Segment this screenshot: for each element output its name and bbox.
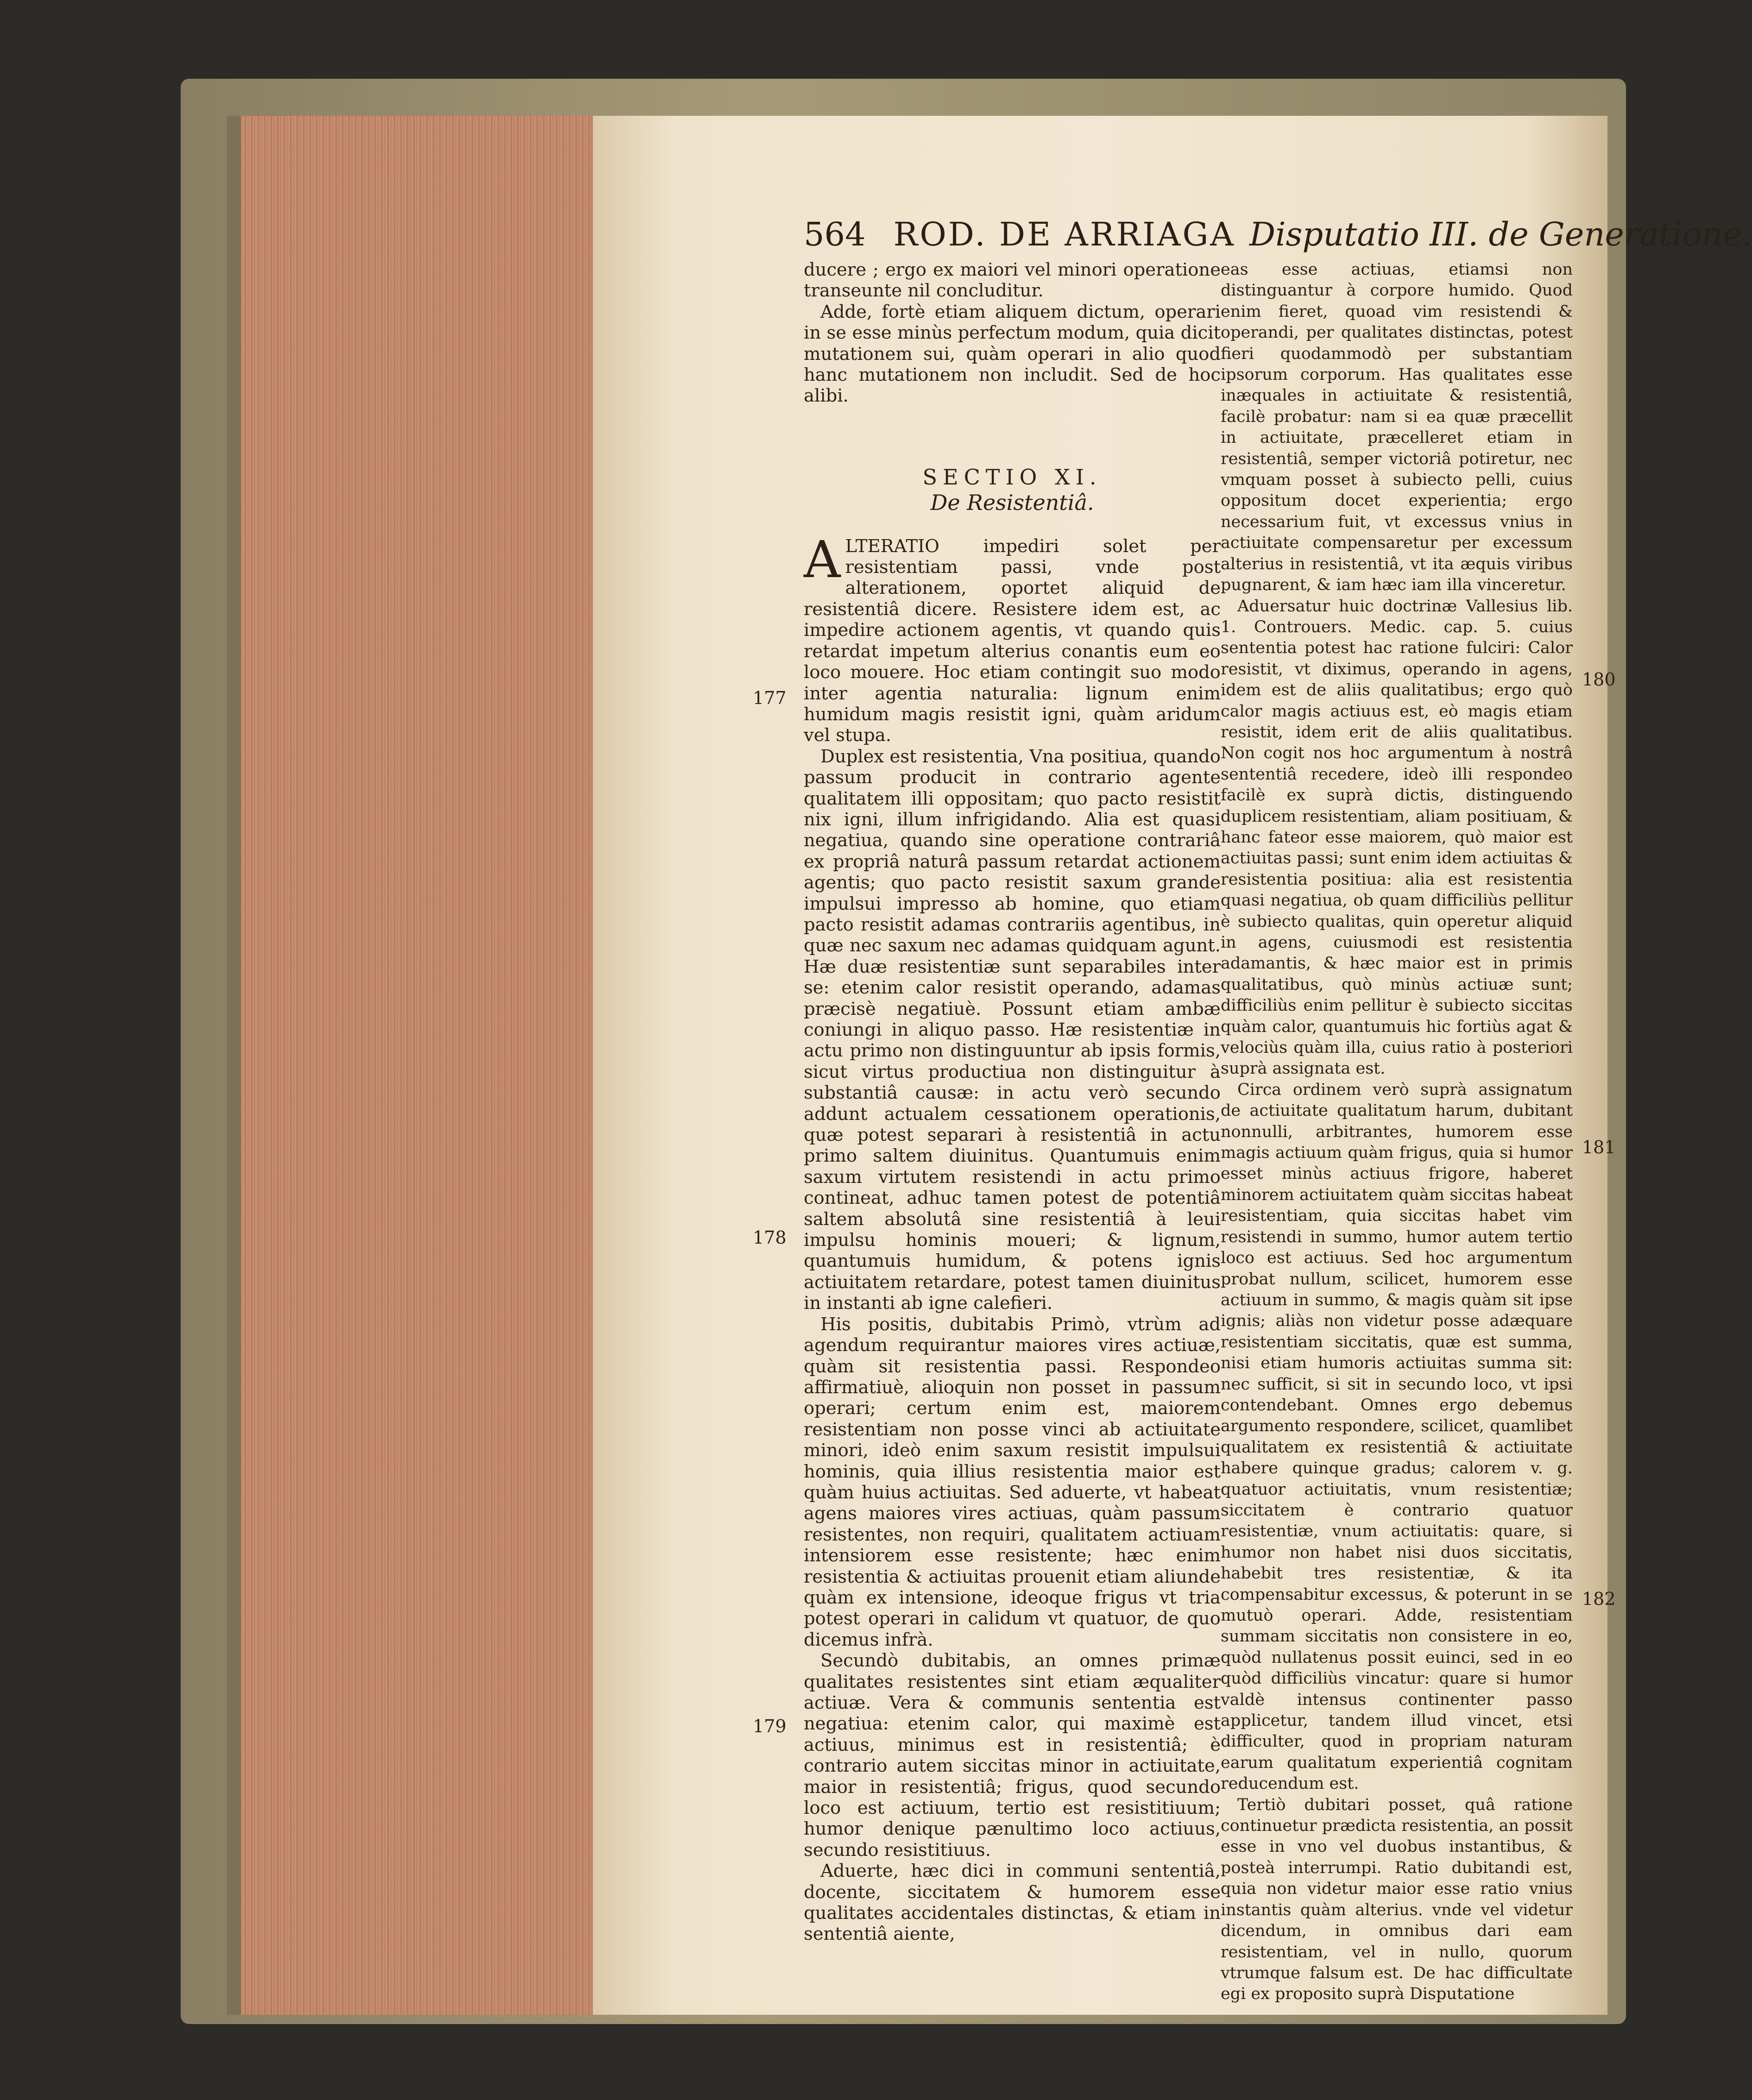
margin-number: 181 (1582, 1137, 1616, 1157)
paragraph: Tertiò dubitari posset, quâ ratione continuetur prædicta resistentia, an possit esse in vno vel duobus instantibus, & posteà interrumpi. Ratio dubitandi est, quia non videtur maior esse ratio vnius instantis quàm alterius. vnde vel videtur dicendum, in omnibus dari eam resistentiam, vel in nullo, quorum vtrumque falsum est. De hac difficultate egi ex proposito suprà Disputatione (1221, 1795, 1573, 2004)
margin-number: 179 (753, 1716, 787, 1736)
margin-number: 177 (753, 688, 787, 708)
author-name: ROD. DE ARRIAGA (893, 215, 1235, 253)
paragraph: His positis, dubitabis Primò, vtrùm ad agendum requirantur maiores vires actiuæ, quàm sit resistentia passi. Respondeo affirmatiuè, alioquin non posset in passum operari; certum enim est, maiorem resistentiam non posse vinci ab actiuitate minori, ideò enim saxum resistit impulsui hominis, quia illius resistentia maior est quàm huius actiuitas. Sed aduerte, vt habeat agens maiores vires actiuas, quàm passum resistentes, non requiri, qualitatem actiuam intensiorem esse resistente; hæc enim resistentia & actiuitas prouenit etiam aliunde quàm ex intensione, ideoque frigus vt tria potest operari in calidum vt quatuor, de quo dicemus infrà. (804, 1314, 1221, 1650)
paragraph: Aduersatur huic doctrinæ Vallesius lib. 1. Controuers. Medic. cap. 5. cuius sententia potest hac ratione fulciri: Calor resistit, vt diximus, operando in agens, idem est de aliis qualitatibus; ergo quò calor magis actiuus est, eò magis etiam resistit, idem erit de aliis qualitatibus. Non cogit nos hoc argumentum à nostrâ sententiâ recedere, ideò illi respondeo facilè ex suprà dictis, distinguendo duplicem resistentiam, aliam positiuam, & hanc fateor esse maiorem, quò maior est actiuitas passi; sunt enim idem actiuitas & resistentia positiua: alia est resistentia quasi negatiua, ob quam difficiliùs pellitur è subiecto qualitas, quin operetur aliquid in agens, cuiusmodi est resistentia adamantis, & hæc maior est in primis qualitatibus, quò minùs actiuæ sunt; difficiliùs enim pellitur è subiecto siccitas quàm calor, quantumuis hic fortiùs agat & velociùs quàm illa, cuius ratio à posteriori suprà assignata est. (1221, 597, 1573, 1078)
paragraph: eas esse actiuas, etiamsi non distinguantur à corpore humido. Quod enim fieret, quoad vim resistendi & operandi, per qualitates distinctas, potest fieri quodammodò per substantiam ipsorum corporum. Has qualitates esse inæquales in actiuitate & resistentiâ, facilè probatur: nam si ea quæ præcellit in actiuitate, præcelleret etiam in resistentiâ, semper victoriâ potiretur, nec vmquam posset à subiecto pelli, cuius oppositum docet experientia; ergo necessarium fuit, vt excessus vnius in actiuitate compensaretur per excessum alterius in resistentiâ, vt ita æquis viribus pugnarent, & iam hæc iam illa vinceretur. (1221, 260, 1573, 595)
margin-number: 180 (1582, 669, 1616, 690)
drop-capital: A (804, 529, 841, 589)
opening-text: LTERATIO impediri solet per resistentiam passi, vnde post alterationem, oportet aliquid de resistentiâ dicere. Resistere idem est, ac impedire actionem agentis, vt quando quis retardat impetum alterius conantis eum eo loco mouere. Hoc etiam contingit suo modo inter agentia naturalia: lignum enim humidum magis resistit igni, quàm aridum vel stupa. (804, 535, 1221, 746)
margin-number: 182 (1582, 1589, 1616, 1609)
paragraph: Circa ordinem verò suprà assignatum de actiuitate qualitatum harum, dubitant nonnulli, arbitrantes, humorem esse magis actiuum quàm frigus, quia si humor esset minùs actiuus frigore, haberet minorem actiuitatem quàm siccitas habeat resistentiam, quia siccitas habet vim resistendi in summo, humor autem tertio loco est actiuus. Sed hoc argumentum probat nullum, scilicet, humorem esse actiuum in summo, & magis quàm sit ipse ignis; aliàs non videtur posse adæquare resistentiam siccitatis, quæ est summa, nisi etiam humoris actiuitas summa sit: nec sufficit, si sit in secundo loco, vt ipsi contendebant. Omnes ergo debemus argumento respondere, scilicet, quamlibet qualitatem ex resistentiâ & actiuitate habere quinque gradus; calorem v. g. quatuor actiuitatis, vnum resistentiæ; siccitatem è contrario quatuor resistentiæ, vnum actiuitatis: quare, si humor non habet nisi duos siccitatis, habebit tres resistentiæ, & ita compensabitur excessus, & poterunt in se mutuò operari. Adde, resistentiam summam siccitatis non consistere in eo, quòd nullatenus possit euinci, sed in eo quòd difficiliùs vincatur: quare si humor valdè intensus continenter passo applicetur, tandem illud vincet, etsi difficulter, quod in propriam naturam earum qualitatum experientiâ cognitam reducendum est. (1221, 1080, 1573, 1793)
disputation-title: Disputatio III. de Generatione. (1249, 215, 1752, 253)
margin-number: 178 (753, 1227, 787, 1248)
paragraph: Secundò dubitabis, an omnes primæ qualitates resistentes sint etiam æqualiter actiuæ. Vera & communis sententia est negatiua: etenim calor, qui maximè est actiuus, minimus est in resistentiâ; è contrario autem siccitas minor in actiuitate, maior in resistentiâ; frigus, quod secundo loco est actiuum, tertio est resistitiuum; humor denique pænultimo loco actiuus, secundo resistitiuus. (804, 1650, 1221, 1861)
page-block-edge (227, 116, 611, 2015)
paragraph: Aduerte, hæc dici in communi sententiâ, docente, siccitatem & humorem esse qualitates accidentales distinctas, & etiam in sententiâ aiente, (804, 1861, 1221, 1945)
paragraph: Duplex est resistentia, Vna positiua, quando passum producit in contrario agente qualitatem illi oppositam; quo pacto resistit nix igni, illum infrigidando. Alia est quasi negatiua, quando sine operatione contrariâ ex propriâ naturâ passum retardat actionem agentis; quo pacto resistit saxum grande impulsui impresso ab homine, quo etiam pacto resistit adamas contrariis agentibus, in quæ nec saxum nec adamas quidquam agunt. Hæ duæ resistentiæ sunt separabiles inter se: etenim calor resistit operando, adamas præcisè negatiuè. Possunt etiam ambæ coniungi in aliquo passo. Hæ resistentiæ in actu primo non distinguuntur ab ipsis formis, sicut virtus productiua non distinguitur à substantiâ causæ: in actu verò secundo addunt actualem cessationem operationis, quæ potest separari à resistentiâ in actu primo saltem diuinitus. Quantumuis enim saxum virtutem resistendi in actu primo contineat, adhuc tamen potest de potentiâ saltem absolutâ sine resistentiâ à leui impulsu hominis moueri; & lignum, quantumuis humidum, & potens ignis actiuitatem retardare, potest tamen diuinitus in instanti ab igne calefieri. (804, 746, 1221, 1314)
running-head (804, 215, 1752, 262)
paragraph: Adde, fortè etiam aliquem dictum, operari in se esse minùs perfectum modum, quia dicit mutationem sui, quàm operari in alio quod hanc mutationem non includit. Sed de hoc alibi. (804, 301, 1221, 407)
section-subtitle: De Resistentiâ. (930, 490, 1094, 516)
paragraph-opening (804, 529, 1221, 746)
section-title: SECTIO XI. (922, 464, 1102, 490)
paragraph: ducere ; ergo ex maiori vel minori operatione transeunte nil concluditur. (804, 259, 1221, 302)
left-text-column (804, 259, 1221, 1945)
right-text-column (1221, 259, 1573, 2005)
page-number: 564 (804, 215, 866, 253)
